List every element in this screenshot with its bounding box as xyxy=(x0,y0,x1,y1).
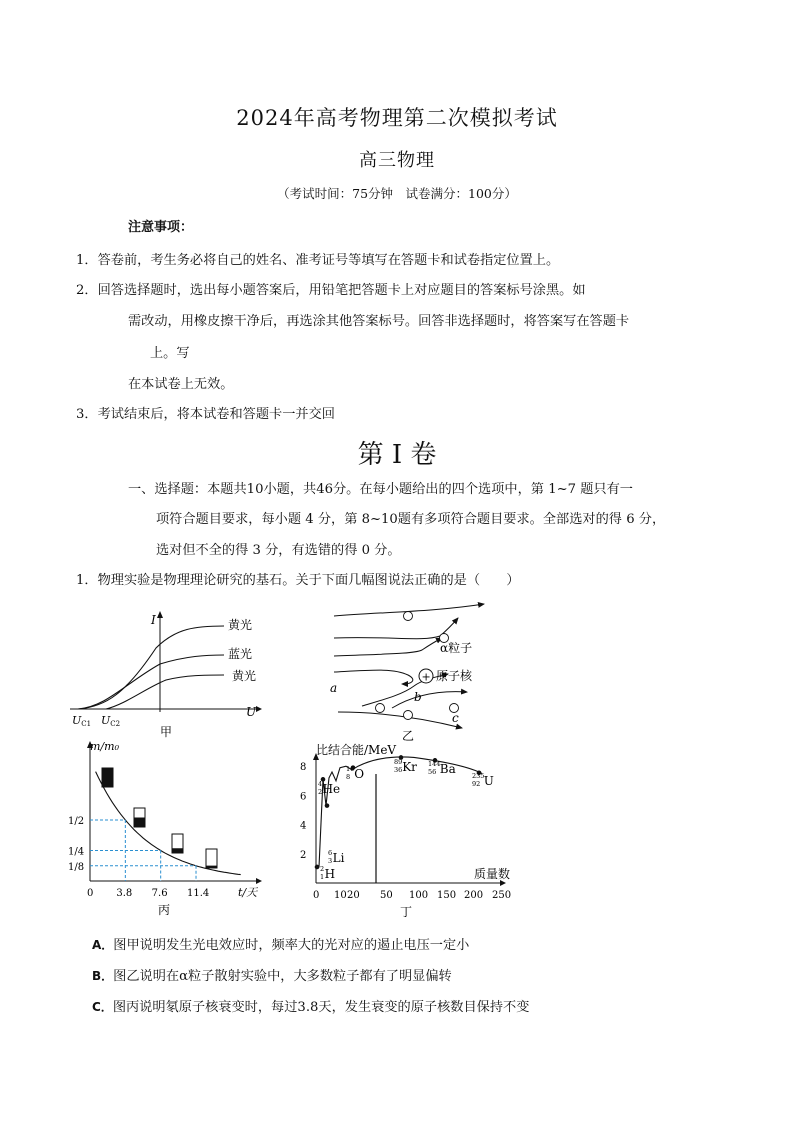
ding-x-tick-3: 50 xyxy=(380,890,393,901)
ding-u-symbol: U xyxy=(483,774,494,788)
ding-o-symbol: O xyxy=(354,767,365,781)
ding-li-mass: 6 xyxy=(328,849,333,857)
ding-x-tick-2: 20 xyxy=(347,890,360,901)
ding-h-mass: 2 xyxy=(320,865,325,873)
jia-curve-2-label: 蓝光 xyxy=(228,647,253,661)
yi-caption: 乙 xyxy=(402,729,415,743)
ding-ba-symbol: Ba xyxy=(439,762,456,776)
jia-curve-1-label: 黄光 xyxy=(228,618,253,632)
bing-x-tick-0: 0 xyxy=(87,888,94,899)
bing-x-tick-3: 11.4 xyxy=(187,888,210,899)
exam-title: 2024年高考物理第二次模拟考试 xyxy=(236,106,558,130)
bing-y-tick-1: 1/4 xyxy=(68,846,85,858)
jia-x-arrow xyxy=(256,706,262,712)
bing-sample-box-3 xyxy=(206,849,217,868)
ding-x-label: 质量数 xyxy=(474,867,511,881)
yi-alpha-label: α粒子 xyxy=(440,641,473,655)
bing-x-tick-2: 7.6 xyxy=(151,888,168,899)
jia-curve-2 xyxy=(78,655,224,709)
note-line-4: 上。写 xyxy=(150,346,190,361)
ding-he-charge: 2 xyxy=(318,788,323,796)
ding-x-tick-7: 250 xyxy=(492,890,512,901)
jia-curve-3-label: 黄光 xyxy=(232,669,257,683)
ding-kr-symbol: Kr xyxy=(402,760,417,774)
note-line-5: 在本试卷上无效。 xyxy=(128,377,234,392)
option-c[interactable]: C．图丙说明氡原子核衰变时，每过3.8天，发生衰变的原子核数目保持不变 xyxy=(92,1000,530,1015)
jia-curve-3 xyxy=(106,675,224,709)
yi-track-3 xyxy=(334,638,442,656)
ding-point-h xyxy=(315,865,320,870)
bing-x-label: t/天 xyxy=(238,886,258,899)
jia-uc1-label: UC1 xyxy=(72,714,92,728)
bing-y-label: m/m₀ xyxy=(90,740,119,753)
jia-caption: 甲 xyxy=(160,725,173,739)
bing-y-tick-0: 1/2 xyxy=(68,816,85,827)
ding-u-mass: 235 xyxy=(472,772,485,780)
ding-kr-charge: 36 xyxy=(394,766,403,774)
ding-x-tick-1: 10 xyxy=(334,890,347,901)
jia-y-label: I xyxy=(151,613,156,627)
ding-li-symbol: Li xyxy=(332,851,345,865)
bing-sample-fill-1 xyxy=(134,818,145,828)
ding-h-charge: 1 xyxy=(320,873,325,881)
ding-x-tick-6: 200 xyxy=(464,890,484,901)
ding-y-tick-1: 4 xyxy=(300,820,307,832)
note-line-2: 2．回答选择题时，选出每小题答案后，用铅笔把答题卡上对应题目的答案标号涂黑。如 xyxy=(76,283,586,298)
ding-li-charge: 3 xyxy=(328,857,333,865)
ding-y-label: 比结合能/MeV xyxy=(316,743,397,757)
bing-sample-fill-0 xyxy=(102,768,113,787)
yi-track-c xyxy=(338,712,462,728)
jia-x-label: U xyxy=(246,705,257,719)
bing-decay-curve xyxy=(96,772,241,875)
bing-sample-fill-3 xyxy=(206,866,217,868)
figure-yi xyxy=(322,600,492,745)
yi-track-a xyxy=(334,670,413,684)
ding-y-tick-3: 8 xyxy=(300,762,307,774)
bing-x-tick-1: 3.8 xyxy=(116,888,133,899)
ding-ba-charge: 56 xyxy=(428,768,437,776)
ding-x-tick-5: 150 xyxy=(437,890,457,901)
bing-caption: 丙 xyxy=(158,903,171,917)
yi-nucleus-label: 原子核 xyxy=(436,669,473,683)
bing-x-arrow xyxy=(256,878,262,884)
figure-ding xyxy=(296,738,512,922)
jia-y-arrow xyxy=(157,611,163,618)
ding-caption: 丁 xyxy=(400,905,413,919)
section-heading: 第 I 卷 xyxy=(357,440,437,470)
figure-bing xyxy=(68,738,268,920)
notes-heading: 注意事项： xyxy=(128,220,194,235)
ding-h-symbol: H xyxy=(324,867,336,881)
yi-track-2 xyxy=(334,618,458,639)
bing-sample-fill-2 xyxy=(172,848,183,853)
note-line-6: 3．考试结束后，将本试卷和答题卡一并交回 xyxy=(76,407,335,422)
ding-x-tick-4: 100 xyxy=(409,890,429,901)
ding-he-symbol: He xyxy=(322,782,341,796)
svg-text:+: + xyxy=(421,670,431,684)
ding-o-charge: 8 xyxy=(346,773,351,781)
section-intro-3: 选对但不全的得 3 分，有选错的得 0 分。 xyxy=(156,543,401,558)
ding-point-li xyxy=(325,803,330,808)
note-line-1: 1．答卷前，考生务必将自己的姓名、准考证号等填写在答题卡和试卷指定位置上。 xyxy=(76,253,560,268)
option-b[interactable]: B．图乙说明在α粒子散射实验中，大多数粒子都有了明显偏转 xyxy=(92,969,452,984)
ding-ba-mass: 144 xyxy=(428,760,441,768)
yi-label-c: c xyxy=(452,711,459,725)
ding-kr-mass: 89 xyxy=(394,758,403,766)
ding-he-mass: 4 xyxy=(318,780,323,788)
jia-uc2-label: UC2 xyxy=(101,714,121,728)
bing-y-tick-2: 1/8 xyxy=(68,861,85,873)
ding-y-tick-2: 6 xyxy=(300,791,307,803)
yi-label-b: b xyxy=(414,690,422,704)
ding-u-charge: 92 xyxy=(472,780,481,788)
question-1-stem: 1．物理实验是物理理论研究的基石。关于下面几幅图说法正确的是（ ） xyxy=(76,573,520,588)
section-intro-2: 项符合题目要求，每小题 4 分，第 8~10题有多项符合题目要求。全部选对的得 6 分， xyxy=(156,512,666,527)
yi-label-a: a xyxy=(330,681,338,695)
exam-info: （考试时间：75分钟 试卷满分：100分） xyxy=(277,186,517,201)
section-intro-1: 一、选择题：本题共10小题，共46分。在每小题给出的四个选项中，第 1~7 题只有一 xyxy=(128,482,633,497)
note-line-3: 需改动，用橡皮擦干净后，再选涂其他答案标号。回答非选择题时，将答案写在答题卡 xyxy=(128,314,630,329)
exam-subtitle: 高三物理 xyxy=(359,150,435,171)
ding-y-tick-0: 2 xyxy=(300,849,307,861)
ding-x-tick-0: 0 xyxy=(313,890,320,901)
jia-curve-1 xyxy=(78,626,224,709)
option-a[interactable]: A．图甲说明发生光电效应时，频率大的光对应的遏止电压一定小 xyxy=(92,938,470,953)
figure-jia xyxy=(66,608,266,738)
ding-o-mass: 16 xyxy=(346,765,355,773)
